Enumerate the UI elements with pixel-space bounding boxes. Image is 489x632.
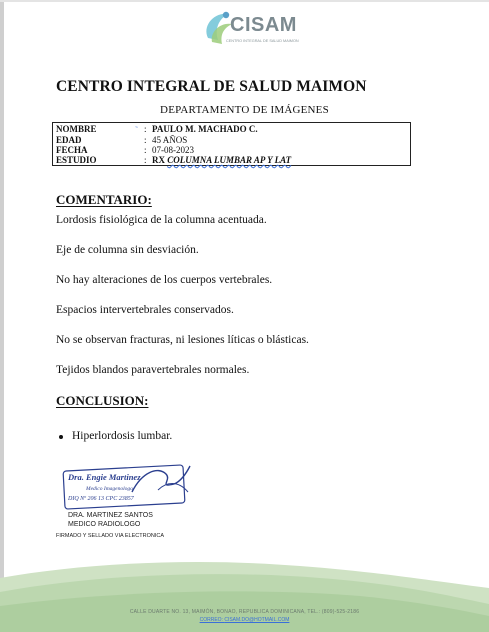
footer-email-prefix: CORREO: bbox=[199, 617, 225, 623]
footer-email-address[interactable]: CISAM.DO@HOTMAIL.COM bbox=[224, 617, 290, 623]
patient-name-sep: : bbox=[144, 124, 147, 134]
stamp-doctor-name: Dra. Engie Martinez bbox=[68, 472, 141, 482]
comment-heading: COMENTARIO: bbox=[56, 192, 152, 207]
logo-name: CISAM bbox=[230, 14, 297, 36]
footer-email bbox=[0, 617, 489, 623]
patient-date-sep: : bbox=[144, 145, 147, 155]
spellcheck-mark-icon: ~ bbox=[135, 125, 138, 131]
comment-line-6: Tejidos blandos paravertebrales normales. bbox=[56, 364, 250, 376]
stamp-doctor-role: Medico Imagenologo bbox=[86, 486, 133, 492]
signature-stamp bbox=[62, 462, 194, 510]
conclusion-heading: CONCLUSION: bbox=[56, 393, 149, 408]
department-title: DEPARTAMENTO DE IMÁGENES bbox=[160, 104, 329, 116]
patient-name-label: NOMBRE bbox=[56, 124, 97, 134]
study-prefix: RX bbox=[152, 155, 168, 165]
patient-age-sep: : bbox=[144, 135, 147, 145]
comment-line-5: No se observan fracturas, ni lesiones líticas o blásticas. bbox=[56, 334, 309, 346]
study-name: COLUMNA LUMBAR AP Y LAT bbox=[167, 155, 292, 165]
patient-date-label: FECHA bbox=[56, 145, 88, 155]
page-edge-top bbox=[0, 0, 489, 2]
comment-line-3: No hay alteraciones de los cuerpos vertebrales. bbox=[56, 274, 273, 286]
signer-role: MEDICO RADIOLOGO bbox=[68, 521, 141, 528]
bullet-icon bbox=[59, 435, 63, 439]
patient-name-value: PAULO M. MACHADO C. bbox=[152, 124, 258, 134]
comment-line-2: Eje de columna sin desviación. bbox=[56, 244, 199, 256]
footer-address: CALLE DUARTE NO. 13, MAIMÓN, BONAO, REPUBLICA DOMINICANA, TEL.: (809)-525-2186 bbox=[129, 609, 360, 615]
patient-study-value bbox=[152, 155, 291, 165]
patient-info-box bbox=[52, 122, 411, 166]
patient-age-label: EDAD bbox=[56, 135, 82, 145]
patient-date-value: 07-08-2023 bbox=[152, 145, 194, 155]
conclusion-item-text: Hiperlordosis lumbar. bbox=[72, 430, 173, 442]
cisam-logo bbox=[200, 6, 310, 48]
signer-name: DRA. MARTINEZ SANTOS bbox=[68, 512, 153, 519]
logo-tagline: CENTRO INTEGRAL DE SALUD MAIMON bbox=[226, 39, 299, 43]
signature-note: FIRMADO Y SELLADO VIA ELECTRONICA bbox=[56, 533, 164, 539]
comment-line-4: Espacios intervertebrales conservados. bbox=[56, 304, 234, 316]
patient-study-sep: : bbox=[144, 155, 147, 165]
stamp-registration: DIQ Nº 206 13 CPC 23857 bbox=[68, 496, 134, 502]
page-edge-left bbox=[0, 0, 4, 632]
patient-study-label: ESTUDIO bbox=[56, 155, 97, 165]
clinic-title: CENTRO INTEGRAL DE SALUD MAIMON bbox=[56, 78, 367, 95]
patient-age-value: 45 AÑOS bbox=[152, 135, 188, 145]
conclusion-item bbox=[72, 430, 172, 442]
comment-line-1: Lordosis fisiológica de la columna acentuada. bbox=[56, 214, 267, 226]
